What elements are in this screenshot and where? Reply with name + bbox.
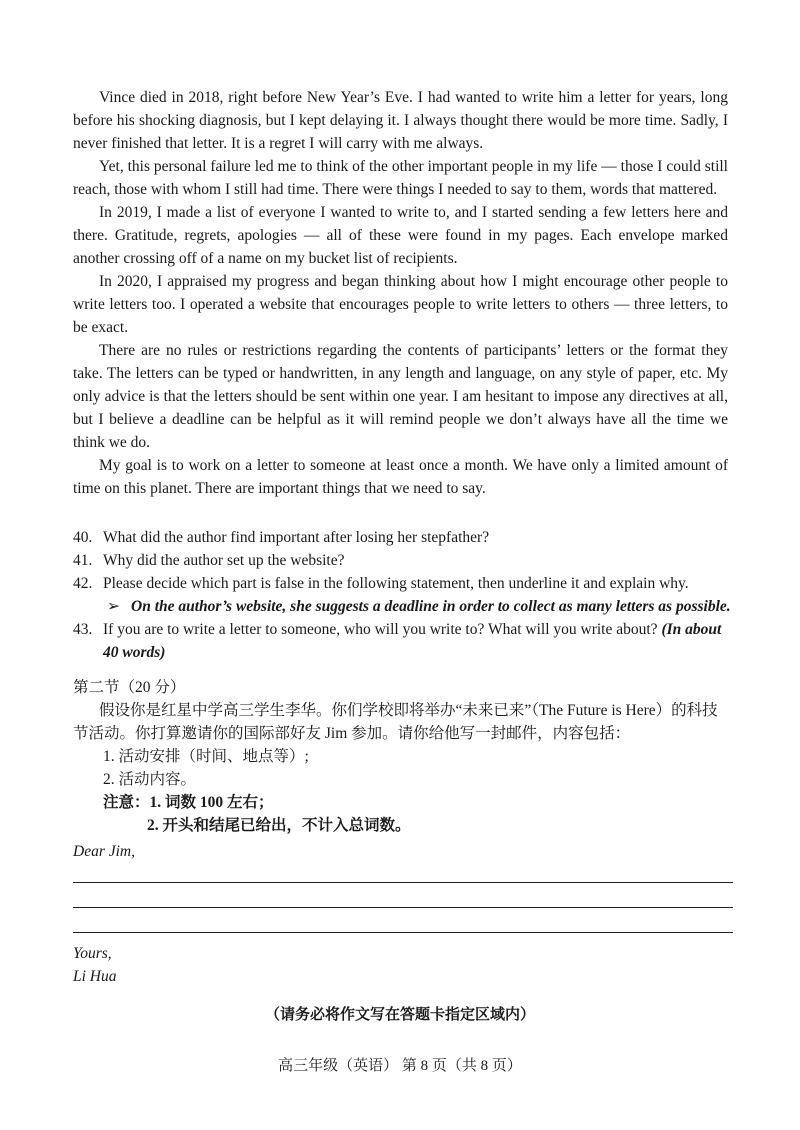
question-42-statement	[107, 595, 733, 618]
statement-text: On the author’s website, she suggests a deadline in order to collect as many letters as possible.	[131, 598, 731, 615]
section-heading: 第二节（20 分）	[73, 679, 186, 696]
passage-paragraph-3: In 2019, I made a list of everyone I wanted to write to, and I started sending a few letters here and there. Gratitude, regrets, apologies — all of these were found in my pages. Each envelope marked another crossing off of a name on my bucket list of recipients.	[73, 204, 728, 267]
passage-paragraph-1: Vince died in 2018, right before New Year’s Eve. I had wanted to write him a letter for years, long before his shocking diagnosis, but I kept delaying it. I always thought there would be more time. Sadly, I never finished that letter. It is a regret I will carry with me always.	[73, 89, 728, 152]
letter-signature: Li Hua	[73, 968, 117, 985]
question-41	[73, 549, 733, 572]
reading-passage	[73, 86, 728, 500]
question-number: 41.	[73, 552, 93, 569]
word-limit: (In about 40 words)	[103, 621, 722, 661]
writing-line-2[interactable]	[73, 907, 733, 908]
question-list	[73, 526, 733, 664]
page-footer: 高三年级（英语） 第 8 页（共 8 页）	[278, 1058, 522, 1074]
arrow-bullet-icon: ➢	[107, 598, 120, 615]
passage-paragraph-2: Yet, this personal failure led me to think of the other important people in my life — those I could still reach, those with whom I still had time. There were things I needed to say to them, words that mattered.	[73, 158, 728, 198]
requirement-item-2: 2. 活动内容。	[103, 771, 197, 788]
question-text: Why did the author set up the website?	[103, 552, 345, 569]
question-text: Please decide which part is false in the following statement, then underline it and explain why.	[103, 575, 689, 592]
passage-paragraph-5: There are no rules or restrictions regarding the contents of participants’ letters or the format they take. The letters can be typed or handwritten, in any length and language, on any style of paper, etc. My only advice is that the letters should be sent within one year. I am hesitant to impose any directives at all, but I believe a deadline can be helpful as it will remind people we don’t always have all the time we think we do.	[73, 342, 728, 451]
question-40	[73, 526, 733, 549]
letter-closing: Yours,	[73, 945, 112, 962]
letter-closing-block	[73, 942, 117, 988]
requirement-item-1: 1. 活动安排（时间、地点等）;	[103, 748, 309, 765]
writing-section	[73, 676, 733, 837]
question-number: 42.	[73, 575, 93, 592]
answer-sheet-instruction: （请务必将作文写在答题卡指定区域内）	[264, 1007, 535, 1023]
passage-paragraph-4: In 2020, I appraised my progress and began thinking about how I might encourage other people to write letters too. I operated a website that encourages people to write letters to others — three letters, to be exact.	[73, 273, 728, 336]
question-text-wrapper	[103, 618, 733, 664]
question-text: What did the author find important after losing her stepfather?	[103, 529, 490, 546]
question-text: If you are to write a letter to someone, who will you write to? What will you write about?	[103, 621, 658, 638]
passage-paragraph-6: My goal is to work on a letter to someone at least once a month. We have only a limited amount of time on this planet. There are important things that we need to say.	[73, 457, 728, 497]
note-line-1: 注意：1. 词数 100 左右；	[103, 794, 274, 811]
question-42	[73, 572, 733, 595]
question-number: 40.	[73, 529, 93, 546]
question-43	[73, 618, 733, 664]
writing-line-1[interactable]	[73, 882, 733, 883]
writing-line-3[interactable]	[73, 932, 733, 933]
writing-prompt: 假设你是红星中学高三学生李华。你们学校即将举办“未来已来”（The Future is Here）的科技节活动。你打算邀请你的国际部好友 Jim 参加。请你给他写一封邮件，内容包括：	[73, 702, 718, 742]
letter-greeting: Dear Jim,	[73, 843, 135, 860]
note-line-2: 2. 开头和结尾已给出，不计入总词数。	[147, 817, 411, 834]
question-number: 43.	[73, 621, 93, 638]
